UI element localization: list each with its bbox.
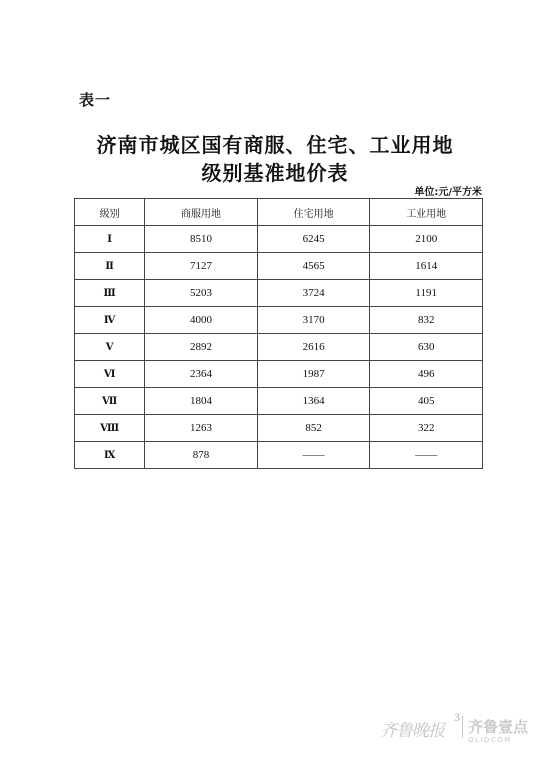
table-header-row (75, 199, 483, 226)
table-row (75, 307, 483, 334)
cell-level: Ⅴ (75, 334, 145, 361)
watermark-brand-logo: 齐鲁晚报 (380, 721, 444, 741)
cell-level: Ⅵ (75, 361, 145, 388)
cell-residential: 852 (257, 415, 370, 442)
header-level: 级别 (75, 199, 145, 226)
table-label: 表一 (79, 91, 112, 109)
cell-level: Ⅰ (75, 226, 145, 253)
cell-industrial: —— (370, 442, 483, 469)
cell-residential: 3724 (257, 280, 370, 307)
cell-industrial: 405 (370, 388, 483, 415)
cell-commercial: 4000 (145, 307, 258, 334)
land-price-table (74, 198, 483, 469)
cell-residential: 2616 (257, 334, 370, 361)
cell-residential: 6245 (257, 226, 370, 253)
watermark-divider (462, 716, 463, 738)
table-row (75, 253, 483, 280)
cell-industrial: 496 (370, 361, 483, 388)
cell-level: Ⅶ (75, 388, 145, 415)
cell-level: Ⅳ (75, 307, 145, 334)
cell-industrial: 1614 (370, 253, 483, 280)
cell-commercial: 5203 (145, 280, 258, 307)
cell-commercial: 1263 (145, 415, 258, 442)
cell-residential: 3170 (257, 307, 370, 334)
header-industrial: 工业用地 (370, 199, 483, 226)
table-row (75, 415, 483, 442)
document-subtitle: 级别基准地价表 (201, 161, 349, 185)
cell-residential: 1364 (257, 388, 370, 415)
cell-level: Ⅷ (75, 415, 145, 442)
cell-industrial: 832 (370, 307, 483, 334)
watermark-url: QLIDCOM (468, 736, 512, 744)
newspaper-watermark (380, 712, 540, 752)
cell-level: Ⅸ (75, 442, 145, 469)
cell-commercial: 878 (145, 442, 258, 469)
table-row (75, 280, 483, 307)
document-title: 济南市城区国有商服、住宅、工业用地 (96, 133, 454, 157)
cell-industrial: 322 (370, 415, 483, 442)
cell-commercial: 2892 (145, 334, 258, 361)
cell-commercial: 7127 (145, 253, 258, 280)
table-row (75, 226, 483, 253)
cell-industrial: 630 (370, 334, 483, 361)
cell-commercial: 1804 (145, 388, 258, 415)
unit-label: 单位:元/平方米 (414, 187, 482, 198)
cell-commercial: 8510 (145, 226, 258, 253)
cell-industrial: 2100 (370, 226, 483, 253)
table-row (75, 361, 483, 388)
cell-level: Ⅲ (75, 280, 145, 307)
watermark-app-logo: 齐鲁壹点 (468, 718, 529, 736)
table-row (75, 442, 483, 469)
cell-industrial: 1191 (370, 280, 483, 307)
cell-residential: 4565 (257, 253, 370, 280)
cell-commercial: 2364 (145, 361, 258, 388)
cell-residential: 1987 (257, 361, 370, 388)
table-row (75, 388, 483, 415)
table-row (75, 334, 483, 361)
page-number: 3 (454, 710, 460, 724)
header-commercial: 商服用地 (145, 199, 258, 226)
header-residential: 住宅用地 (257, 199, 370, 226)
cell-residential: —— (257, 442, 370, 469)
cell-level: Ⅱ (75, 253, 145, 280)
